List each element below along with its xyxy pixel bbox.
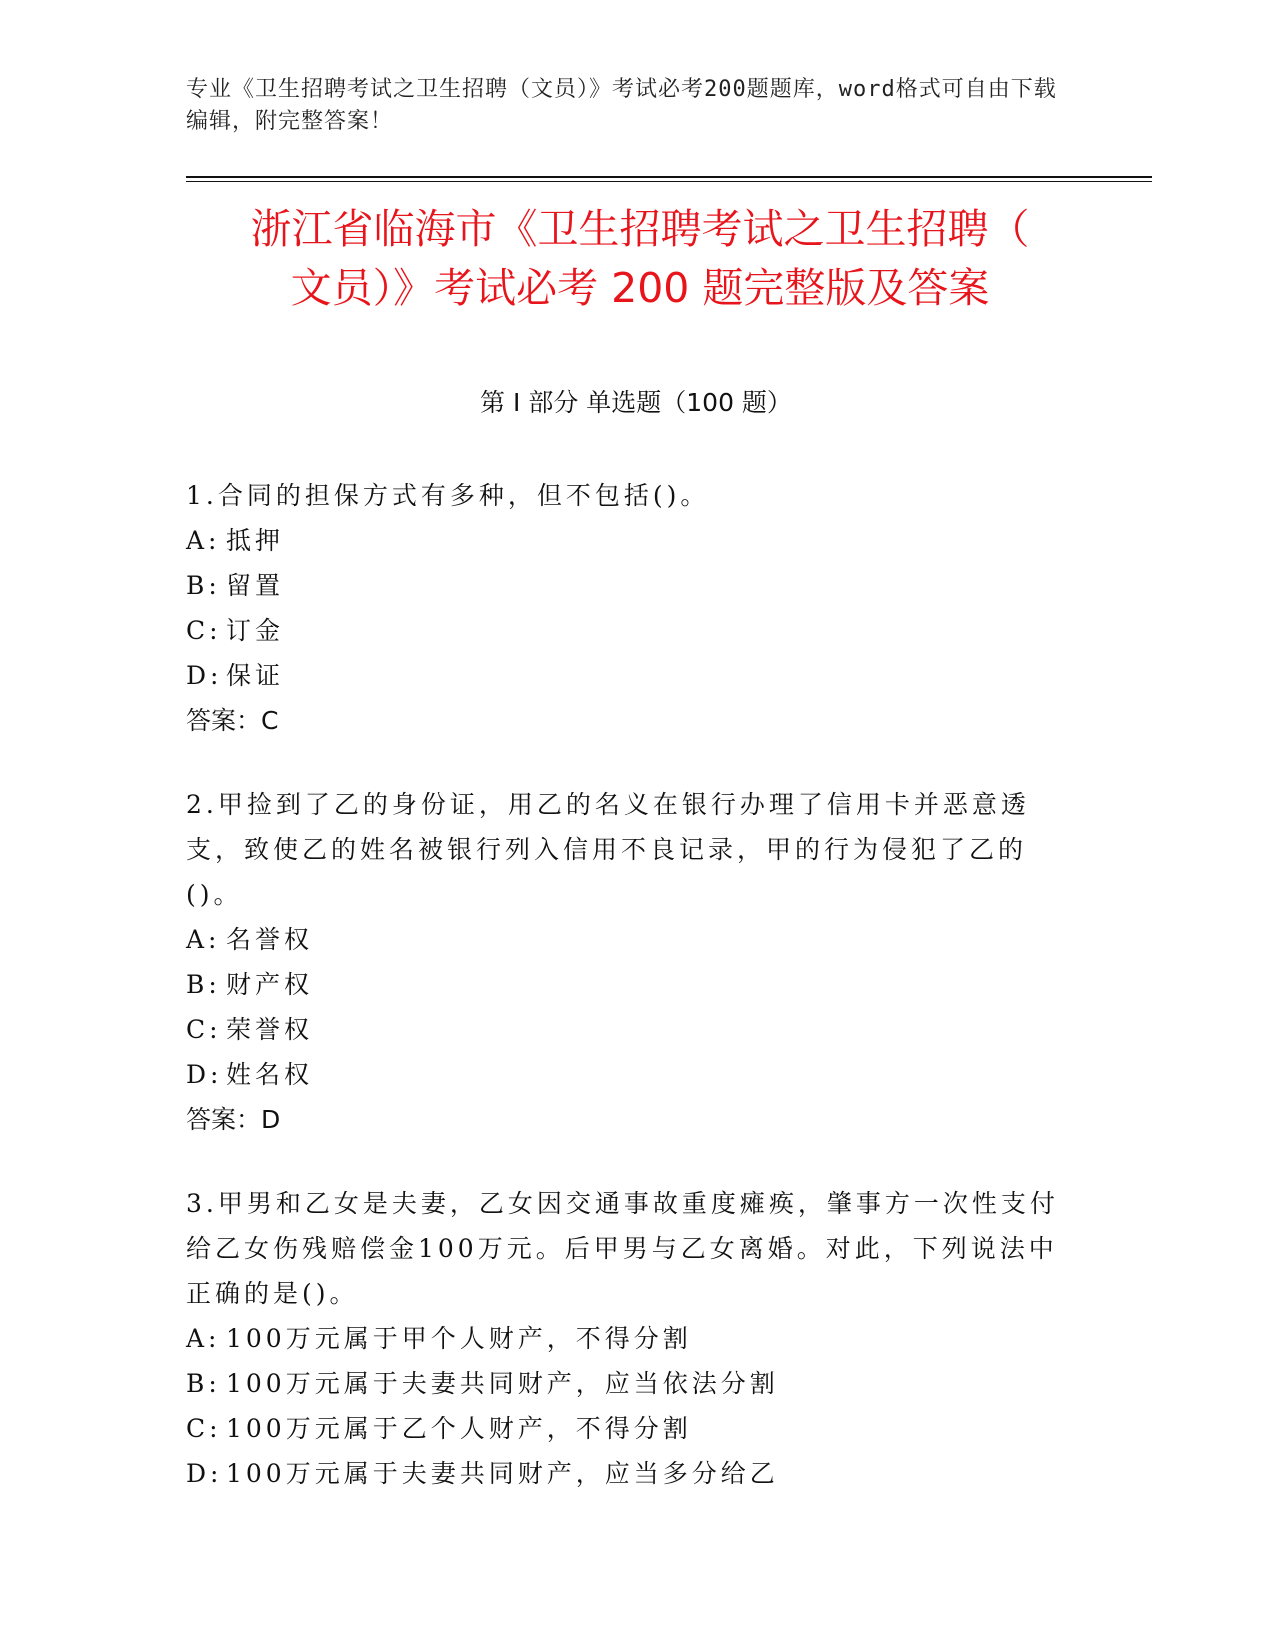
document-title-line1: 浙江省临海市《卫生招聘考试之卫生招聘（ bbox=[250, 205, 1030, 253]
document-title bbox=[160, 200, 1120, 318]
option-text: 保证 bbox=[226, 661, 285, 690]
option-letter: A: bbox=[186, 526, 221, 555]
option-letter: D: bbox=[186, 1459, 223, 1488]
option-text: 100万元属于甲个人财产，不得分割 bbox=[226, 1324, 692, 1353]
question-1 bbox=[186, 473, 1066, 743]
option-letter: A: bbox=[186, 1324, 221, 1353]
question-3 bbox=[186, 1181, 1066, 1496]
option-b bbox=[186, 563, 1066, 608]
question-text: 3.甲男和乙女是夫妻，乙女因交通事故重度瘫痪，肇事方一次性支付给乙女伤残赔偿金100万元。后甲男与乙女离婚。对此，下列说法中正确的是()。 bbox=[186, 1189, 1059, 1308]
option-text: 100万元属于乙个人财产，不得分割 bbox=[226, 1414, 692, 1443]
option-text: 抵押 bbox=[226, 526, 285, 555]
option-text: 100万元属于夫妻共同财产，应当多分给乙 bbox=[226, 1459, 779, 1488]
option-letter: B: bbox=[186, 970, 221, 999]
document-title-line2: 文员）》考试必考 200 题完整版及答案 bbox=[290, 264, 990, 312]
option-letter: A: bbox=[186, 925, 221, 954]
option-text: 订金 bbox=[226, 616, 285, 645]
question-list bbox=[186, 473, 1066, 1535]
option-letter: C: bbox=[186, 616, 222, 645]
option-c bbox=[186, 1007, 1066, 1052]
option-d bbox=[186, 1451, 1066, 1496]
option-text: 荣誉权 bbox=[226, 1015, 314, 1044]
option-a bbox=[186, 1316, 1066, 1361]
option-letter: C: bbox=[186, 1414, 222, 1443]
question-text: 1.合同的担保方式有多种，但不包括()。 bbox=[186, 481, 710, 510]
option-b bbox=[186, 962, 1066, 1007]
option-text: 100万元属于夫妻共同财产，应当依法分割 bbox=[226, 1369, 779, 1398]
option-d bbox=[186, 1052, 1066, 1097]
option-text: 姓名权 bbox=[226, 1060, 314, 1089]
answer-line: 答案：C bbox=[186, 706, 279, 735]
option-letter: D: bbox=[186, 661, 223, 690]
option-text: 财产权 bbox=[226, 970, 314, 999]
option-c bbox=[186, 608, 1066, 653]
question-text: 2.甲捡到了乙的身份证，用乙的名义在银行办理了信用卡并恶意透支，致使乙的姓名被银行列入信用不良记录，甲的行为侵犯了乙的()。 bbox=[186, 790, 1030, 909]
option-letter: D: bbox=[186, 1060, 223, 1089]
answer-line: 答案：D bbox=[186, 1105, 281, 1134]
header-divider-thin bbox=[186, 181, 1152, 182]
header-note: 专业《卫生招聘考试之卫生招聘（文员）》考试必考200题题库，word格式可自由下载编辑，附完整答案！ bbox=[186, 77, 1057, 134]
option-c bbox=[186, 1406, 1066, 1451]
option-letter: B: bbox=[186, 1369, 221, 1398]
option-text: 留置 bbox=[226, 571, 285, 600]
option-a bbox=[186, 518, 1066, 563]
header-divider-thick bbox=[186, 176, 1152, 178]
section-heading: 第 I 部分 单选题（100 题） bbox=[480, 388, 792, 417]
option-text: 名誉权 bbox=[226, 925, 314, 954]
option-b bbox=[186, 1361, 1066, 1406]
option-letter: C: bbox=[186, 1015, 222, 1044]
option-d bbox=[186, 653, 1066, 698]
option-a bbox=[186, 917, 1066, 962]
option-letter: B: bbox=[186, 571, 221, 600]
question-2 bbox=[186, 782, 1066, 1142]
